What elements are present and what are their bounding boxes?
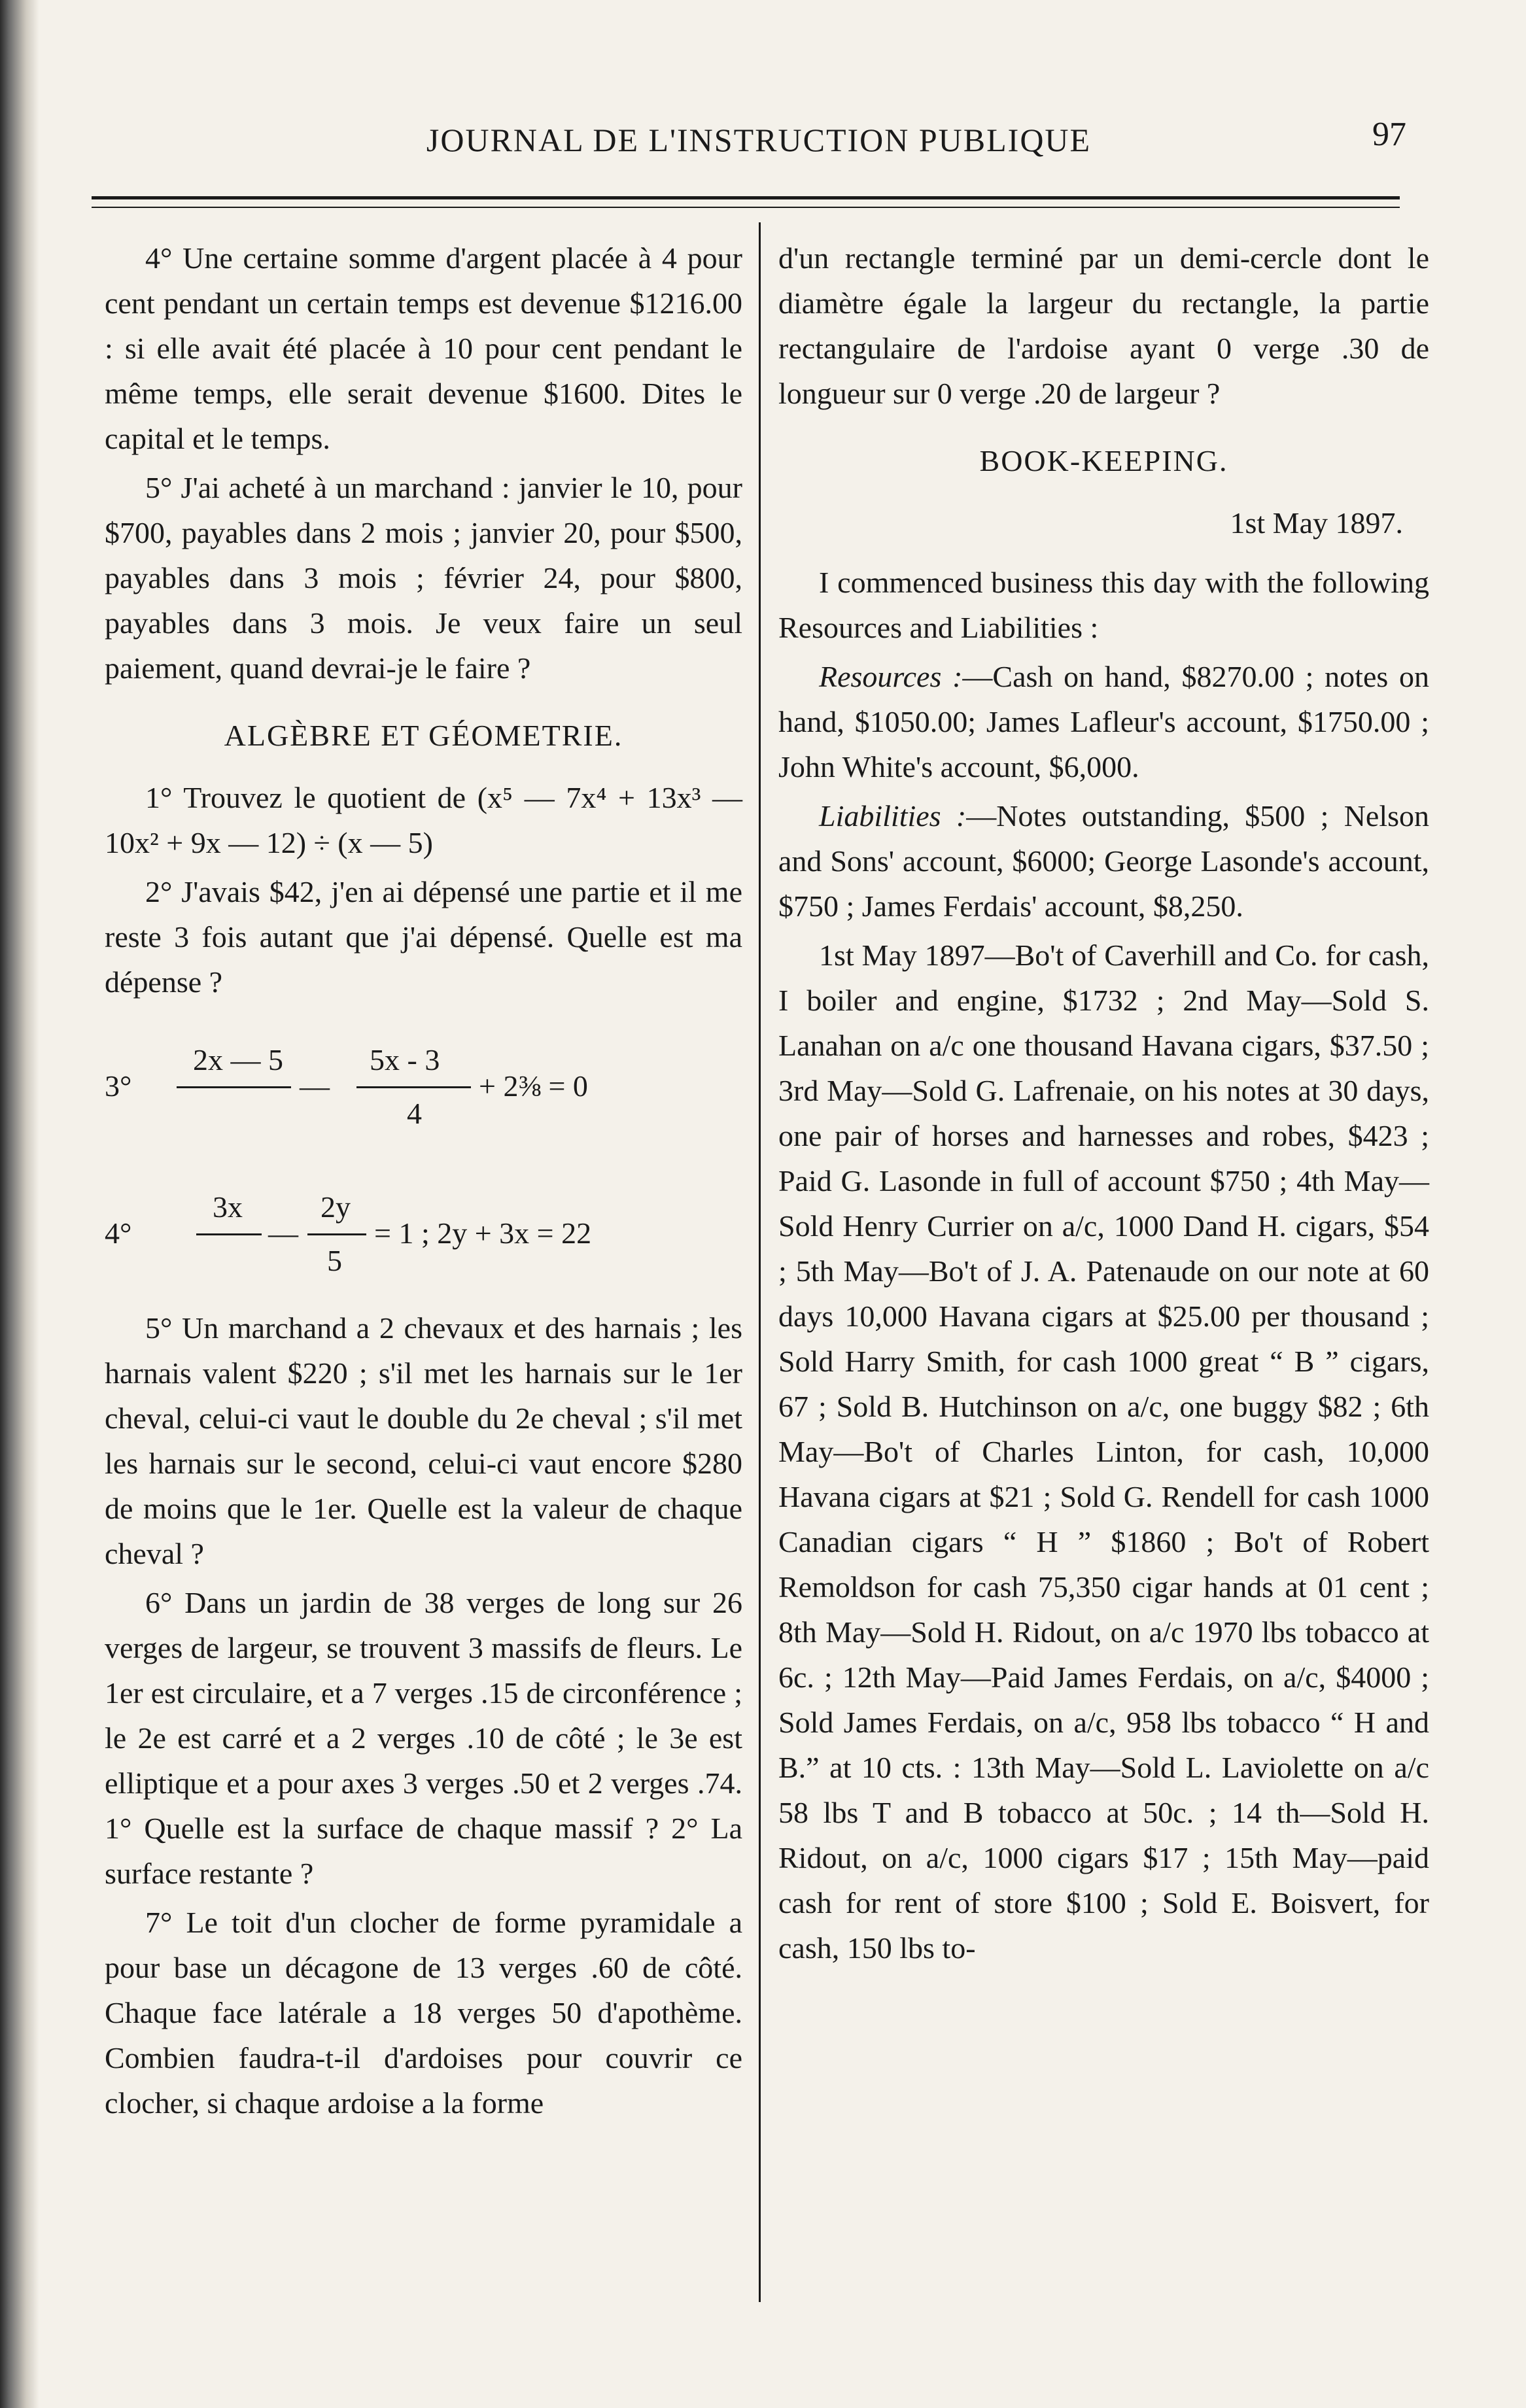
transactions-list: 1st May 1897—Bo't of Caverhill and Co. for cash, I boiler and engine, $1732 ; 2nd May—Sold S. Lanahan on a/c one thousand Havana cigars, $37.50 ; 3rd May—Sold G. Lafrenaie, on his notes at 30 days, one pair of horses and harnesses and robes, $423 ; Paid G. Lasonde in full of account $750 ; 4th May—Sold Henry Currier on a/c, 1000 Dand H. cigars, $54 ; 5th May—Bo't of J. A. Patenaude on our note at 60 days 10,000 Havana cigars at $25.00 per thousand ; Sold Harry Smith, for cash 1000 great “ B ” cigars, 67 ; Sold B. Hutchinson on a/c, one buggy $82 ; 6th May—Bo't of Charles Linton, for cash, 10,000 Havana cigars at $21 ; Sold G. Rendell for cash 1000 Canadian cigars “ H ” $1860 ; Bo't of Robert Remoldson for cash 75,350 cigar hands at 01 cent ; 8th May—Sold H. Ridout, on a/c 1970 lbs tobacco at 6c. ; 12th May—Paid James Ferdais, on a/c, $4000 ; Sold James Ferdais, on a/c, 958 lbs tobacco “ H and B.” at 10 cts. : 13th May—Sold L. Laviolette on a/c 58 lbs T and B tobacco at 50c. ; 14 th—Sold H. Ridout, on a/c, 1000 cigars $17 ; 15th May—paid cash for rent of store $100 ; Sold E. Boisvert, for cash, 150 lbs to- — [778, 938, 1429, 1965]
equation-3 — [105, 1018, 742, 1152]
equation-3-numerator-2: 5x - 3 — [370, 1043, 440, 1076]
header-rule-thick — [92, 196, 1400, 199]
section-title-bookkeeping: BOOK-KEEPING. — [979, 444, 1228, 477]
equation-4 — [105, 1165, 742, 1299]
algebra-problem-6: 6° Dans un jardin de 38 verges de long sur 26 verges de largeur, se trouvent 3 massifs de fleurs. Le 1er est circulaire, et a 7 verges .15 de circonférence ; le 2e est carré et a 2 verges .10 de côté ; le 3e est elliptique et a pour axes 3 verges .50 et 2 verges .74. 1° Quelle est la surface de chaque massif ? 2° La surface restante ? — [105, 1586, 742, 1890]
algebra-problem-2: 2° J'avais $42, j'en ai dépensé une partie et il me reste 3 fois autant que j'ai dépensé. Quelle est ma dépense ? — [105, 875, 742, 999]
problem-5-payments: 5° J'ai acheté à un marchand : janvier le 10, pour $700, payables dans 2 mois ; janvier 20, pour $500, payables dans 3 mois ; février 24, pour $800, payables dans 3 mois. Je veux faire un seul paiement, quand devrai-je le faire ? — [105, 471, 742, 685]
equation-3-label: 3° — [105, 1069, 132, 1103]
bookkeeping-date: 1st May 1897. — [1230, 506, 1403, 540]
equation-3-fraction-bar-2 — [356, 1086, 471, 1088]
liabilities-entry — [778, 793, 1429, 929]
algebra-problem-5: 5° Un marchand a 2 chevaux et des harnais ; les harnais valent $220 ; s'il met les harnais sur le 1er cheval, celui-ci vaut le double du 2e cheval ; s'il met les harnais sur le second, celui-ci vaut encore $280 de moins que le 1er. Quelle est la valeur de chaque cheval ? — [105, 1311, 742, 1570]
problem-4-interest: 4° Une certaine somme d'argent placée à 4 pour cent pendant un certain temps est devenue $1216.00 : si elle avait été placée à 10 pour cent pendant le même temps, elle serait devenue $1600. Dites le capital et le temps. — [105, 241, 742, 455]
equation-3-fraction-bar-1 — [177, 1086, 291, 1088]
equation-3-numerator-1: 2x — 5 — [193, 1043, 283, 1076]
column-divider — [759, 222, 761, 2302]
equation-4-numerator-1: 3x — [213, 1190, 243, 1224]
equation-4-label: 4° — [105, 1216, 132, 1250]
resources-text: —Cash on hand, $8270.00 ; notes on hand, $1050.00; James Lafleur's account, $1750.00 ; John White's account, $6,000. — [778, 660, 1429, 783]
equation-3-minus: — — [300, 1069, 330, 1103]
equation-4-fraction-bar-1 — [196, 1233, 262, 1235]
liabilities-label: Liabilities : — [819, 799, 967, 833]
liabilities-text: —Notes outstanding, $500 ; Nelson and Sons' account, $6000; George Lasonde's account, $750 ; James Ferdais' account, $8,250. — [778, 799, 1430, 923]
resources-entry — [778, 654, 1429, 789]
equation-3-denominator: 4 — [407, 1097, 422, 1130]
equation-4-denominator: 5 — [327, 1244, 342, 1277]
equation-4-minus: — — [268, 1216, 298, 1250]
running-header: JOURNAL DE L'INSTRUCTION PUBLIQUE — [426, 122, 1092, 158]
equation-3-rest: + 2⅜ = 0 — [479, 1069, 588, 1103]
equation-4-rest: = 1 ; 2y + 3x = 22 — [374, 1216, 592, 1250]
section-title-algebra: ALGÈBRE ET GÉOMETRIE. — [224, 719, 623, 752]
resources-label: Resources : — [819, 660, 963, 693]
right-column — [778, 235, 1429, 1974]
problem-7-continuation: d'un rectangle terminé par un demi-cercle dont le diamètre égale la largeur du rectangle, la partie rectangulaire de l'ardoise ayant 0 verge .30 de longueur sur 0 verge .20 de largeur ? — [778, 241, 1429, 410]
header-rule-thin — [92, 207, 1400, 208]
algebra-problem-7: 7° Le toit d'un clocher de forme pyramidale a pour base un décagone de 13 verges .60 de côté. Chaque face latérale a 18 verges 50 d'apothème. Combien faudra-t-il d'ardoises pour couvrir ce clocher, si chaque ardoise a la forme — [105, 1906, 742, 2120]
left-column — [105, 235, 742, 2129]
page-number: 97 — [1372, 116, 1406, 153]
bookkeeping-intro: I commenced business this day with the following Resources and Liabilities : — [778, 566, 1429, 644]
algebra-problem-1: 1° Trouvez le quotient de (x⁵ — 7x⁴ + 13x³ — 10x² + 9x — 12) ÷ (x — 5) — [105, 781, 742, 859]
equation-4-fraction-bar-2 — [307, 1233, 366, 1235]
book-spine-shadow — [0, 0, 39, 2408]
equation-4-numerator-2: 2y — [321, 1190, 351, 1224]
